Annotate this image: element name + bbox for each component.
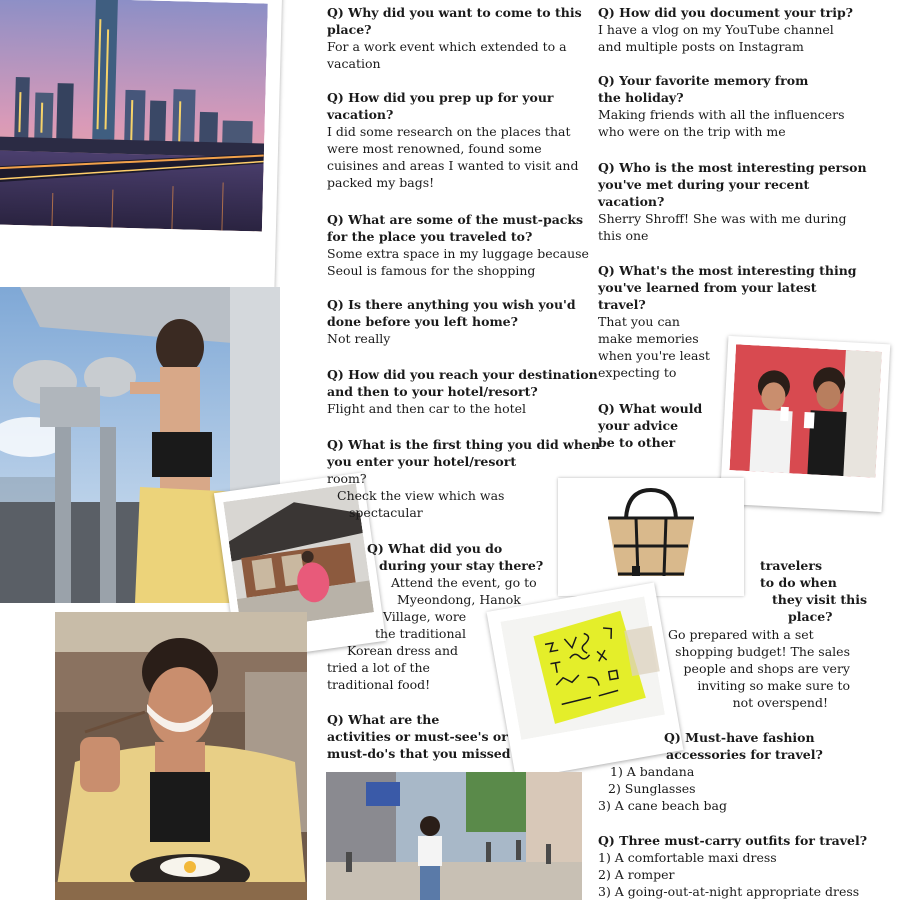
question: Q) How did you prep up for your — [327, 90, 554, 105]
list-item: 1) A bandana — [610, 764, 695, 779]
list-item: 3) A cane beach bag — [598, 798, 728, 813]
question: activities or must-see's or — [327, 729, 508, 744]
question: Q) Your favorite memory from — [598, 73, 809, 88]
qa-missed — [327, 711, 510, 762]
question: Q) Why did you want to come to this — [327, 5, 582, 20]
question: vacation? — [598, 194, 665, 209]
question: your advice — [598, 418, 679, 433]
question: place? — [327, 22, 372, 37]
city-skyline-photo — [0, 0, 268, 232]
question: they visit this — [772, 592, 868, 607]
answer: shopping budget! The sales — [675, 644, 850, 659]
qa-prep — [327, 89, 578, 191]
cane-beach-bag-photo — [586, 484, 716, 590]
answer: Not really — [327, 331, 391, 346]
answer: traditional food! — [327, 677, 431, 692]
answer: Making friends with all the influencers — [598, 107, 845, 122]
qa-outfits — [598, 832, 867, 900]
qa-packs — [327, 211, 589, 279]
question: accessories for travel? — [666, 747, 823, 762]
answer: Go prepared with a set — [668, 627, 814, 642]
answer: inviting so make sure to — [697, 678, 850, 693]
answer: not overspend! — [732, 695, 828, 710]
list-item: 2) A romper — [598, 867, 675, 882]
question: Q) What would — [598, 401, 703, 416]
list-item: 1) A comfortable maxi dress — [598, 850, 777, 865]
question: Q) Is there anything you wish you'd — [327, 297, 576, 312]
question: vacation? — [327, 107, 394, 122]
answer: Village, wore — [383, 609, 467, 624]
question: you've learned from your latest — [598, 280, 817, 295]
answer: I did some research on the places that — [327, 124, 571, 139]
answer: Myeondong, Hanok — [397, 592, 521, 607]
qa-accessories — [598, 729, 823, 814]
question: during your stay there? — [379, 558, 544, 573]
question: and then to your hotel/resort? — [327, 384, 538, 399]
qa-stay-tail — [327, 642, 458, 693]
answer: vacation — [327, 56, 381, 71]
qa-advice-q — [598, 400, 702, 451]
answer: Some extra space in my luggage because — [327, 246, 589, 261]
answer: and multiple posts on Instagram — [598, 39, 804, 54]
question: travel? — [598, 297, 646, 312]
question: Q) Must-have fashion — [664, 730, 815, 745]
answer: this one — [598, 228, 649, 243]
question: done before you left home? — [327, 314, 518, 329]
skyline-polaroid — [0, 0, 282, 312]
myeongdong-street-photo — [326, 772, 582, 900]
question: must-do's that you missed — [327, 746, 511, 761]
qa-learned — [598, 262, 857, 381]
qa-advice-cont — [760, 557, 867, 625]
answer: Check the view which was — [337, 488, 505, 503]
question: Q) How did you reach your destination — [327, 367, 598, 382]
qa-person — [598, 159, 867, 244]
qa-stay-q — [367, 540, 543, 642]
question: Q) Who is the most interesting person — [598, 160, 867, 175]
question: the holiday? — [598, 90, 684, 105]
question: Q) How did you document your trip? — [598, 5, 854, 20]
question: be to other — [598, 435, 676, 450]
answer: make memories — [598, 331, 699, 346]
qa-document — [598, 4, 853, 55]
woman-eating-photo — [55, 612, 307, 900]
answer: packed my bags! — [327, 175, 435, 190]
answer: Seoul is famous for the shopping — [327, 263, 536, 278]
answer: cuisines and areas I wanted to visit and — [327, 158, 579, 173]
answer: who were on the trip with me — [598, 124, 786, 139]
answer: Korean dress and — [347, 643, 459, 658]
question: Q) What are some of the must-packs — [327, 212, 584, 227]
answer: I have a vlog on my YouTube channel — [598, 22, 834, 37]
question: Q) Three must-carry outfits for travel? — [598, 833, 868, 848]
list-item: 2) Sunglasses — [608, 781, 696, 796]
question: Q) What did you do — [367, 541, 503, 556]
question: Q) What is the first thing you did when — [327, 437, 600, 452]
question: for the place you traveled to? — [327, 229, 533, 244]
answer: Flight and then car to the hotel — [327, 401, 527, 416]
question: Q) What's the most interesting thing — [598, 263, 857, 278]
answer: Sherry Shroff! She was with me during — [598, 211, 847, 226]
qa-why-come — [327, 4, 582, 72]
qa-wish — [327, 296, 576, 347]
answer: That you can — [598, 314, 680, 329]
answer: the traditional — [375, 626, 466, 641]
question: travelers — [760, 558, 822, 573]
answer: Attend the event, go to — [391, 575, 537, 590]
question: you've met during your recent — [598, 177, 810, 192]
answer: people and shops are very — [683, 661, 850, 676]
qa-memory — [598, 72, 845, 140]
question: Q) What are the — [327, 712, 440, 727]
answer: tried a lot of the — [327, 660, 430, 675]
qa-advice-answer — [668, 626, 850, 711]
question: room? — [327, 471, 367, 486]
answer: spectacular — [349, 505, 423, 520]
answer: were most renowned, found some — [327, 141, 542, 156]
question: place? — [788, 609, 833, 624]
list-item: 3) A going-out-at-night appropriate dress — [598, 884, 860, 899]
answer: when you're least — [598, 348, 710, 363]
question: to do when — [760, 575, 837, 590]
answer: For a work event which extended to a — [327, 39, 567, 54]
question: you enter your hotel/resort — [327, 454, 517, 469]
qa-reach — [327, 366, 598, 417]
qa-first-thing — [327, 436, 600, 521]
answer: expecting to — [598, 365, 677, 380]
